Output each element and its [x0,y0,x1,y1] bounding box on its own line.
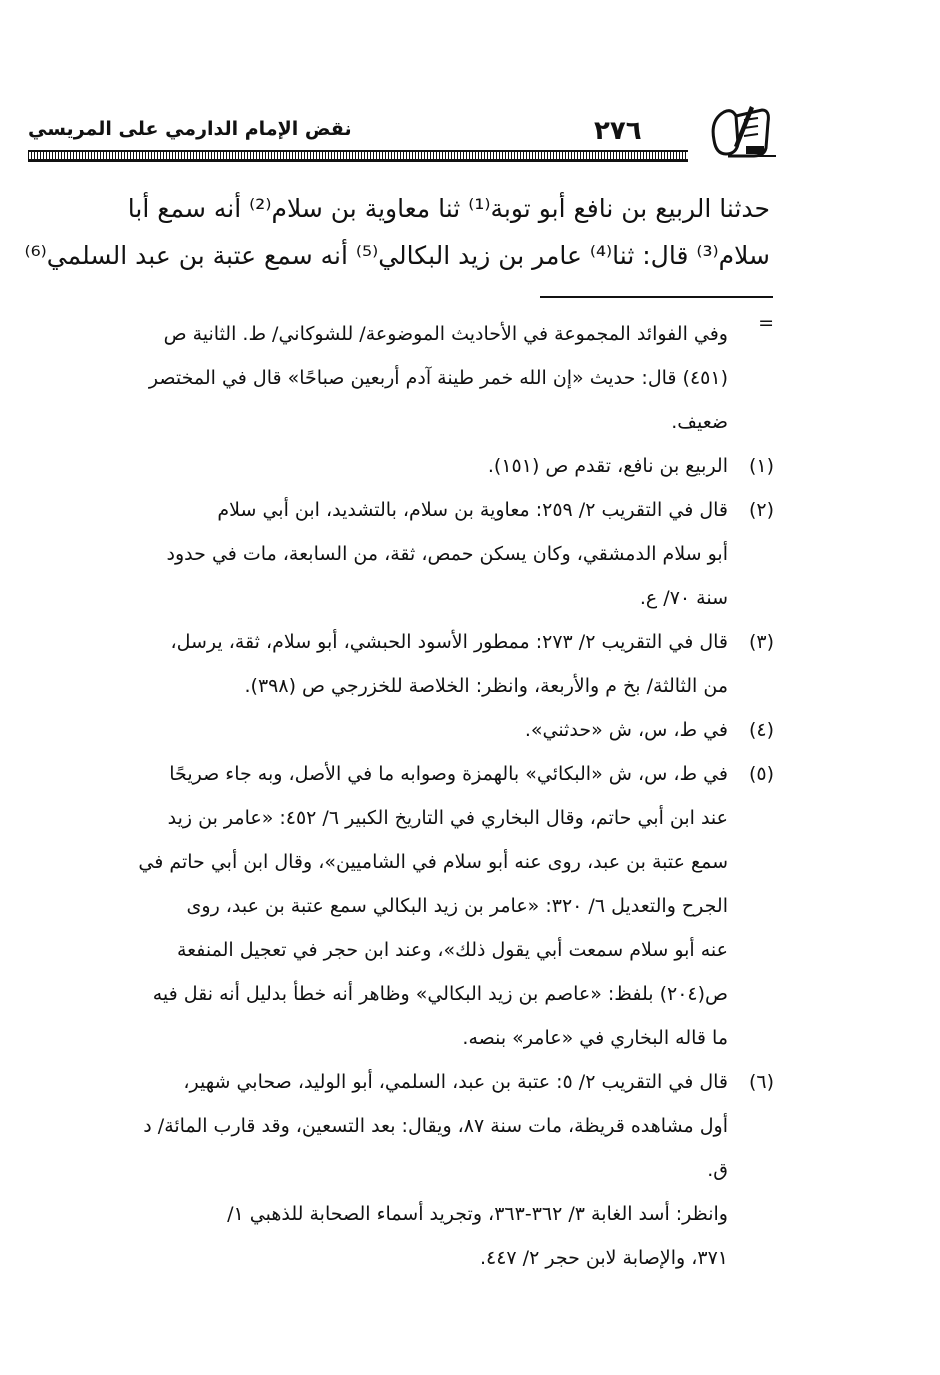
footnotes [52,312,774,1280]
footnote-line: ق. [707,1159,728,1181]
footnote-line: قال في التقريب ٢/ ٢٥٩: معاوية بن سلام، بالتشديد، ابن أبي سلام [217,499,728,521]
footnote-line: من الثالثة/ بخ م والأربعة، وانظر: الخلاصة للخزرجي ص (٣٩٨). [244,675,728,697]
footnote-line: قال في التقريب ٢/ ٢٧٣: ممطور الأسود الحبشي، أبو سلام، ثقة، يرسل، [170,631,728,653]
footnote-line: في ط، س، ش «حدثني». [524,719,728,741]
footnote-line: ص(٢٠٤) بلفظ: «عاصم بن زيد البكالي» وظاهر أنه خطأ بدليل أنه نقل فيه [152,983,728,1005]
footnote-line: الربيع بن نافع، تقدم ص (١٥١). [487,455,728,477]
footnote-line: الجرح والتعديل ٦/ ٣٢٠: «عامر بن زيد البكالي سمع عتبة بن عبد، روى [186,895,728,917]
footnote-2 [52,488,774,620]
main-text-line: حدثنا الربيع بن نافع أبو توبة⁽¹⁾ ثنا معاوية بن سلام⁽²⁾ أنه سمع أبا [127,194,770,223]
footnote-line: ما قاله البخاري في «عامر» بنصه. [462,1027,728,1049]
footnote-line: ٣٧١، والإصابة لابن حجر ٢/ ٤٤٧. [479,1247,728,1269]
footnote-line: في ط، س، ش «البكائي» بالهمزة وصوابه ما في الأصل، وبه جاء صريحًا [169,763,728,785]
footnote-line: قال في التقريب ٢/ ٥: عتبة بن عبد، السلمي، أبو الوليد، صحابي شهير، [183,1071,728,1093]
footnote-line: وانظر: أسد الغابة ٣/ ٣٦٢-٣٦٣، وتجريد أسماء الصحابة للذهبي ١/ [227,1203,728,1225]
footnote-6-references [52,1192,774,1280]
footnote-line: سنة ٧٠/ ع. [639,587,728,609]
footnote-1 [52,444,774,488]
footnote-line: عنه أبو سلام سمعت أبي يقول ذلك»، وعند ابن حجر في تعجيل المنفعة [176,939,728,961]
footnote-4 [52,708,774,752]
continuation-marker: = [758,312,774,334]
footnote-marker: (٢) [748,499,774,521]
footnote-continuation [52,312,774,444]
footnote-line: أول مشاهده قريظة، مات سنة ٨٧، ويقال: بعد التسعين، وقد قارب المائة/ د [143,1115,728,1137]
header-dash [746,155,776,157]
footnote-marker: (٣) [748,631,774,653]
main-text-line: سلام⁽³⁾ قال: ثنا⁽⁴⁾ عامر بن زيد البكالي⁽⁵⁾ أنه سمع عتبة بن عبد السلمي⁽⁶⁾ [24,241,770,270]
footnote-separator [540,296,773,298]
footnote-line: (٤٥١) قال: حديث «إن الله خمر طينة آدم أربعين صباحًا» قال في المختصر [148,367,728,389]
page-number: ٢٧٦ [594,116,642,146]
scroll-quill-ornament-icon [706,100,776,162]
footnote-marker: (١) [748,455,774,477]
main-text [24,185,770,279]
footnote-line: أبو سلام الدمشقي، وكان يسكن حمص، ثقة، من السابعة، مات في حدود [166,543,728,565]
footnote-3 [52,620,774,708]
footnote-marker: (٤) [748,719,774,741]
header-rule [28,150,688,162]
footnote-line: وفي الفوائد المجموعة في الأحاديث الموضوعة/ للشوكاني/ ط. الثانية ص [163,323,728,345]
footnote-line: عند ابن أبي حاتم، وقال البخاري في التاريخ الكبير ٦/ ٤٥٢: «عامر بن زيد [167,807,728,829]
footnote-6 [52,1060,774,1192]
footnote-5 [52,752,774,1060]
book-title: نقض الإمام الدارمي على المريسي [28,118,352,140]
footnote-line: سمع عتبة بن عبد، روى عنه أبو سلام في الشاميين»، وقال ابن أبي حاتم في [138,851,728,873]
footnote-marker: (٦) [748,1071,774,1093]
footnote-marker: (٥) [748,763,774,785]
footnote-line: ضعيف. [671,411,728,433]
